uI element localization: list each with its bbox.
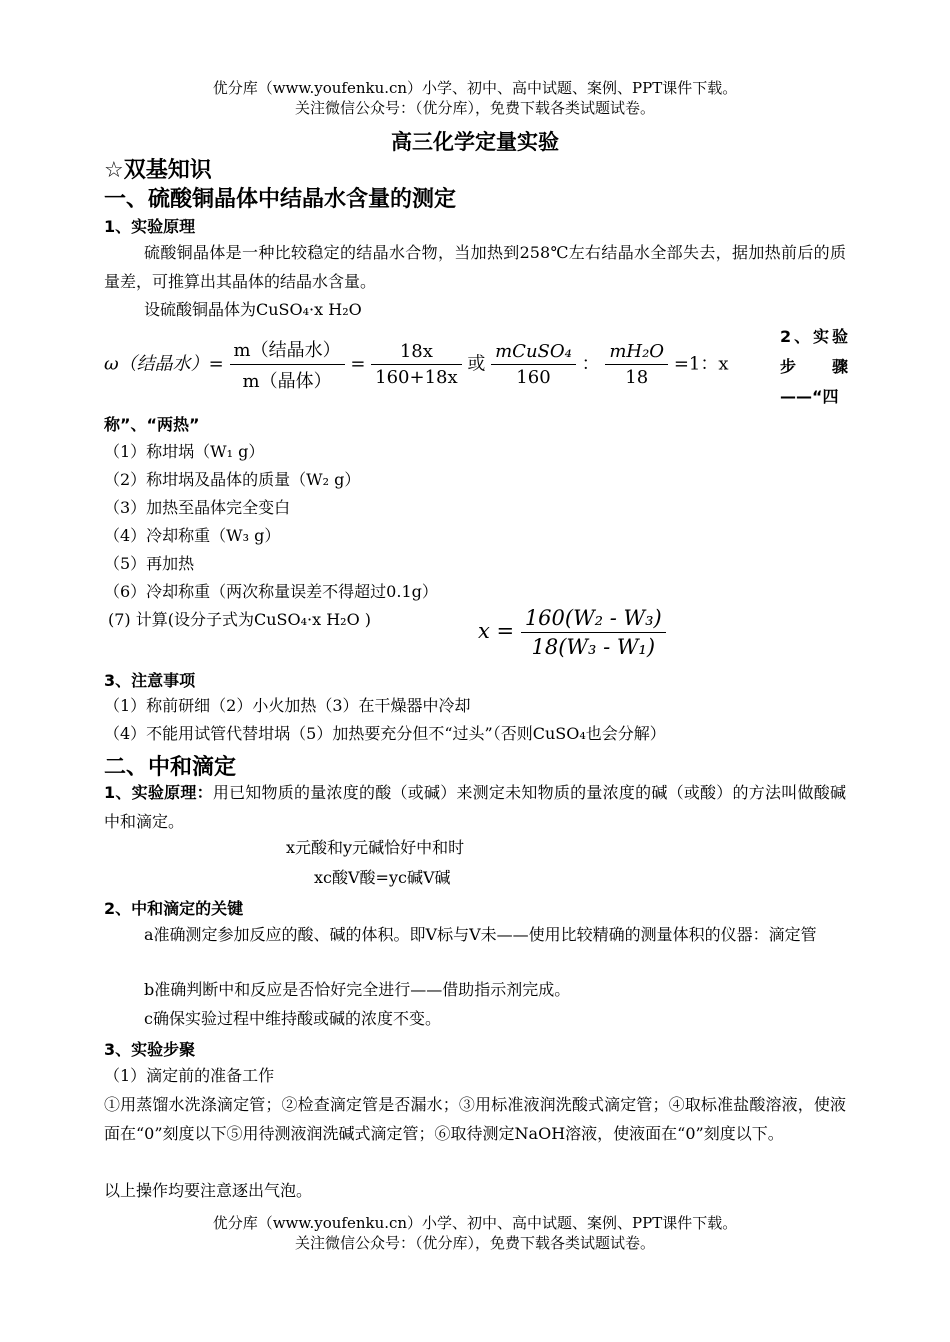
fraction-numerator: 18x: [371, 341, 462, 365]
neutralization-equation: xc酸V酸=yc碱V碱: [314, 868, 451, 887]
footer-line-1: 优分库（www.youfenku.cn）小学、初中、高中试题、案例、PPT课件下载。: [212, 1214, 738, 1232]
calc-formula: [478, 606, 666, 659]
fraction-numerator: m（结晶水）: [230, 336, 345, 365]
steps-title-part-b: 称”、“两热”: [104, 415, 200, 434]
ratio-colon: ：: [581, 353, 600, 375]
step-item: （4）冷却称重（W₃ g）: [104, 526, 281, 545]
section-star-heading: ☆双基知识: [104, 158, 212, 183]
footer-line-2: 关注微信公众号：（优分库），免费下载各类试题试卷。: [294, 1234, 655, 1252]
fraction-numerator: 160(W₂ - W₃): [521, 606, 666, 633]
fraction-denominator: m（晶体）: [242, 371, 332, 392]
header-line-2: 关注微信公众号：（优分库），免费下载各类试题试卷。: [294, 99, 655, 117]
step-item: （6）冷却称重（两次称量误差不得超过0.1g）: [104, 582, 438, 601]
section-2-heading: 二、中和滴定: [104, 755, 237, 780]
equals-sign: =: [350, 353, 366, 375]
or-word: 或: [467, 353, 486, 375]
fraction-denominator: 160+18x: [375, 367, 458, 388]
crystal-assumption: 设硫酸铜晶体为CuSO₄·x H₂O: [144, 300, 362, 319]
fraction-denominator: 160: [516, 367, 551, 388]
fraction-numerator: mH₂O: [605, 341, 668, 365]
header-line-1: 优分库（www.youfenku.cn）小学、初中、高中试题、案例、PPT课件下载。: [212, 79, 738, 97]
step-item: （3）加热至晶体完全变白: [104, 498, 291, 517]
note-item: （1）称前研细（2）小火加热（3）在干燥器中冷却: [104, 696, 471, 715]
calc-lhs: x =: [478, 619, 515, 643]
note-item: （4）不能用试管代替坩埚（5）加热要充分但不“过头”（否则CuSO₄也会分解）: [104, 724, 666, 743]
fraction-cuso4: [491, 341, 576, 388]
formula-rhs: =1：x: [673, 353, 729, 375]
principle-text: 硫酸铜晶体是一种比较稳定的结晶水合物，当加热到258℃左右结晶水全部失去，据加热前后的质量差，可推算出其晶体的结晶水含量。: [104, 243, 846, 291]
notes-title: 3、注意事项: [104, 671, 196, 690]
fraction-h2o: [605, 341, 668, 388]
page-title: 高三化学定量实验: [391, 129, 559, 154]
section-1-heading: 一、硫酸铜晶体中结晶水含量的测定: [104, 187, 457, 212]
fraction-molar: [371, 341, 462, 388]
fraction-denominator: 18(W₃ - W₁): [531, 635, 656, 659]
prep-text: ①用蒸馏水洗涤滴定管；②检查滴定管是否漏水；③用标准液润洗酸式滴定管；④取标准盐酸溶液，使液面在“0”刻度以下⑤用待测液润洗碱式滴定管；⑥取待测定NaOH溶液，使液面在“0”刻度以下。: [104, 1095, 846, 1143]
prep-title: （1）滴定前的准备工作: [104, 1066, 275, 1085]
titration-principle: [104, 778, 846, 836]
fraction-mass-ratio: [230, 336, 345, 393]
formula-lhs: ω（结晶水）=: [104, 353, 224, 375]
principle-title: 1、实验原理: [104, 217, 196, 236]
principle-label: 1、实验原理：: [104, 783, 213, 802]
calc-fraction: [521, 606, 666, 659]
fraction-denominator: 18: [625, 367, 649, 388]
step-item: (7) 计算(设分子式为CuSO₄·x H₂O ): [108, 610, 372, 629]
key-title: 2、中和滴定的关键: [104, 899, 244, 918]
fraction-numerator: mCuSO₄: [491, 341, 576, 365]
principle-body: 用已知物质的量浓度的酸（或碱）来测定未知物质的量浓度的碱（或酸）的方法叫做酸碱中和滴定。: [104, 783, 846, 831]
step-item: （5）再加热: [104, 554, 195, 573]
key-point-b: b准确判断中和反应是否恰好完全进行——借助指示剂完成。: [144, 980, 571, 999]
steps-title-part-a: 2、实验步骤——“四: [780, 327, 848, 406]
key-point-a: a准确测定参加反应的酸、碱的体积。即V标与V未——使用比较精确的测量体积的仪器：滴定管: [144, 925, 817, 944]
step-item: （2）称坩埚及晶体的质量（W₂ g）: [104, 470, 361, 489]
bubble-note: 以上操作均要注意逐出气泡。: [104, 1181, 313, 1200]
key-point-c: c确保实验过程中维持酸或碱的浓度不变。: [144, 1009, 441, 1028]
step-item: （1）称坩埚（W₁ g）: [104, 442, 265, 461]
water-content-formula: [104, 336, 729, 393]
titration-steps-title: 3、实验步聚: [104, 1040, 196, 1059]
neutralization-condition: x元酸和y元碱恰好中和时: [286, 838, 465, 857]
